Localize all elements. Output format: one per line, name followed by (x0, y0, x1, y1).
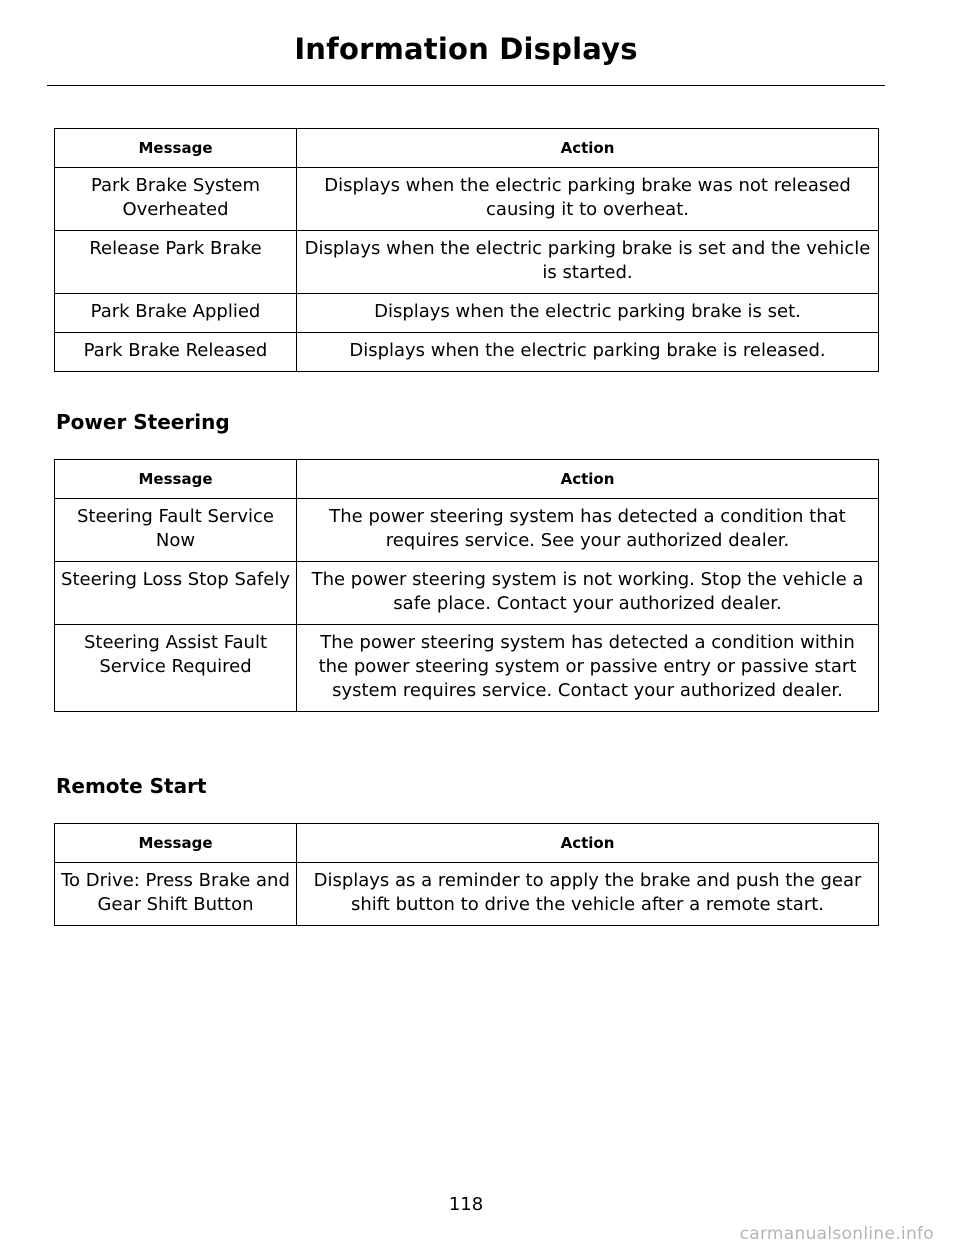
table-header-row (55, 129, 879, 168)
power-steering-table (54, 459, 879, 712)
page-number: 118 (448, 1194, 484, 1215)
message-cell: Release Park Brake (55, 231, 297, 294)
park-brake-table (54, 128, 879, 372)
column-header-message: Message (55, 460, 297, 499)
column-header-message: Message (55, 824, 297, 863)
table-header-row (55, 460, 879, 499)
table-row (55, 294, 879, 333)
message-cell: Steering Fault Service Now (55, 499, 297, 562)
table-row (55, 562, 879, 625)
message-cell: To Drive: Press Brake and Gear Shift Button (55, 863, 297, 926)
action-cell: Displays as a reminder to apply the brake and push the gear shift button to drive the vehicle after a remote start. (297, 863, 879, 926)
page-title: Information Displays (294, 32, 638, 66)
title-divider (47, 85, 885, 86)
remote-start-table (54, 823, 879, 926)
action-cell: Displays when the electric parking brake is set and the vehicle is started. (297, 231, 879, 294)
column-header-message: Message (55, 129, 297, 168)
action-cell: Displays when the electric parking brake is set. (297, 294, 879, 333)
message-cell: Park Brake Released (55, 333, 297, 372)
section-heading-power-steering: Power Steering (56, 410, 230, 434)
message-cell: Park Brake Applied (55, 294, 297, 333)
action-cell: Displays when the electric parking brake is released. (297, 333, 879, 372)
table-header-row (55, 824, 879, 863)
action-cell: The power steering system has detected a condition that requires service. See your authorized dealer. (297, 499, 879, 562)
table-row (55, 625, 879, 712)
column-header-action: Action (297, 460, 879, 499)
column-header-action: Action (297, 824, 879, 863)
table-row (55, 231, 879, 294)
table-row (55, 863, 879, 926)
action-cell: Displays when the electric parking brake was not released causing it to overheat. (297, 168, 879, 231)
watermark: carmanualsonline.info (739, 1224, 934, 1244)
action-cell: The power steering system has detected a condition within the power steering system or passive entry or passive start system requires service. Contact your authorized dealer. (297, 625, 879, 712)
table-row (55, 499, 879, 562)
table-row (55, 168, 879, 231)
section-heading-remote-start: Remote Start (56, 774, 207, 798)
message-cell: Steering Loss Stop Safely (55, 562, 297, 625)
message-cell: Park Brake System Overheated (55, 168, 297, 231)
table-row (55, 333, 879, 372)
message-cell: Steering Assist Fault Service Required (55, 625, 297, 712)
action-cell: The power steering system is not working. Stop the vehicle a safe place. Contact your authorized dealer. (297, 562, 879, 625)
column-header-action: Action (297, 129, 879, 168)
